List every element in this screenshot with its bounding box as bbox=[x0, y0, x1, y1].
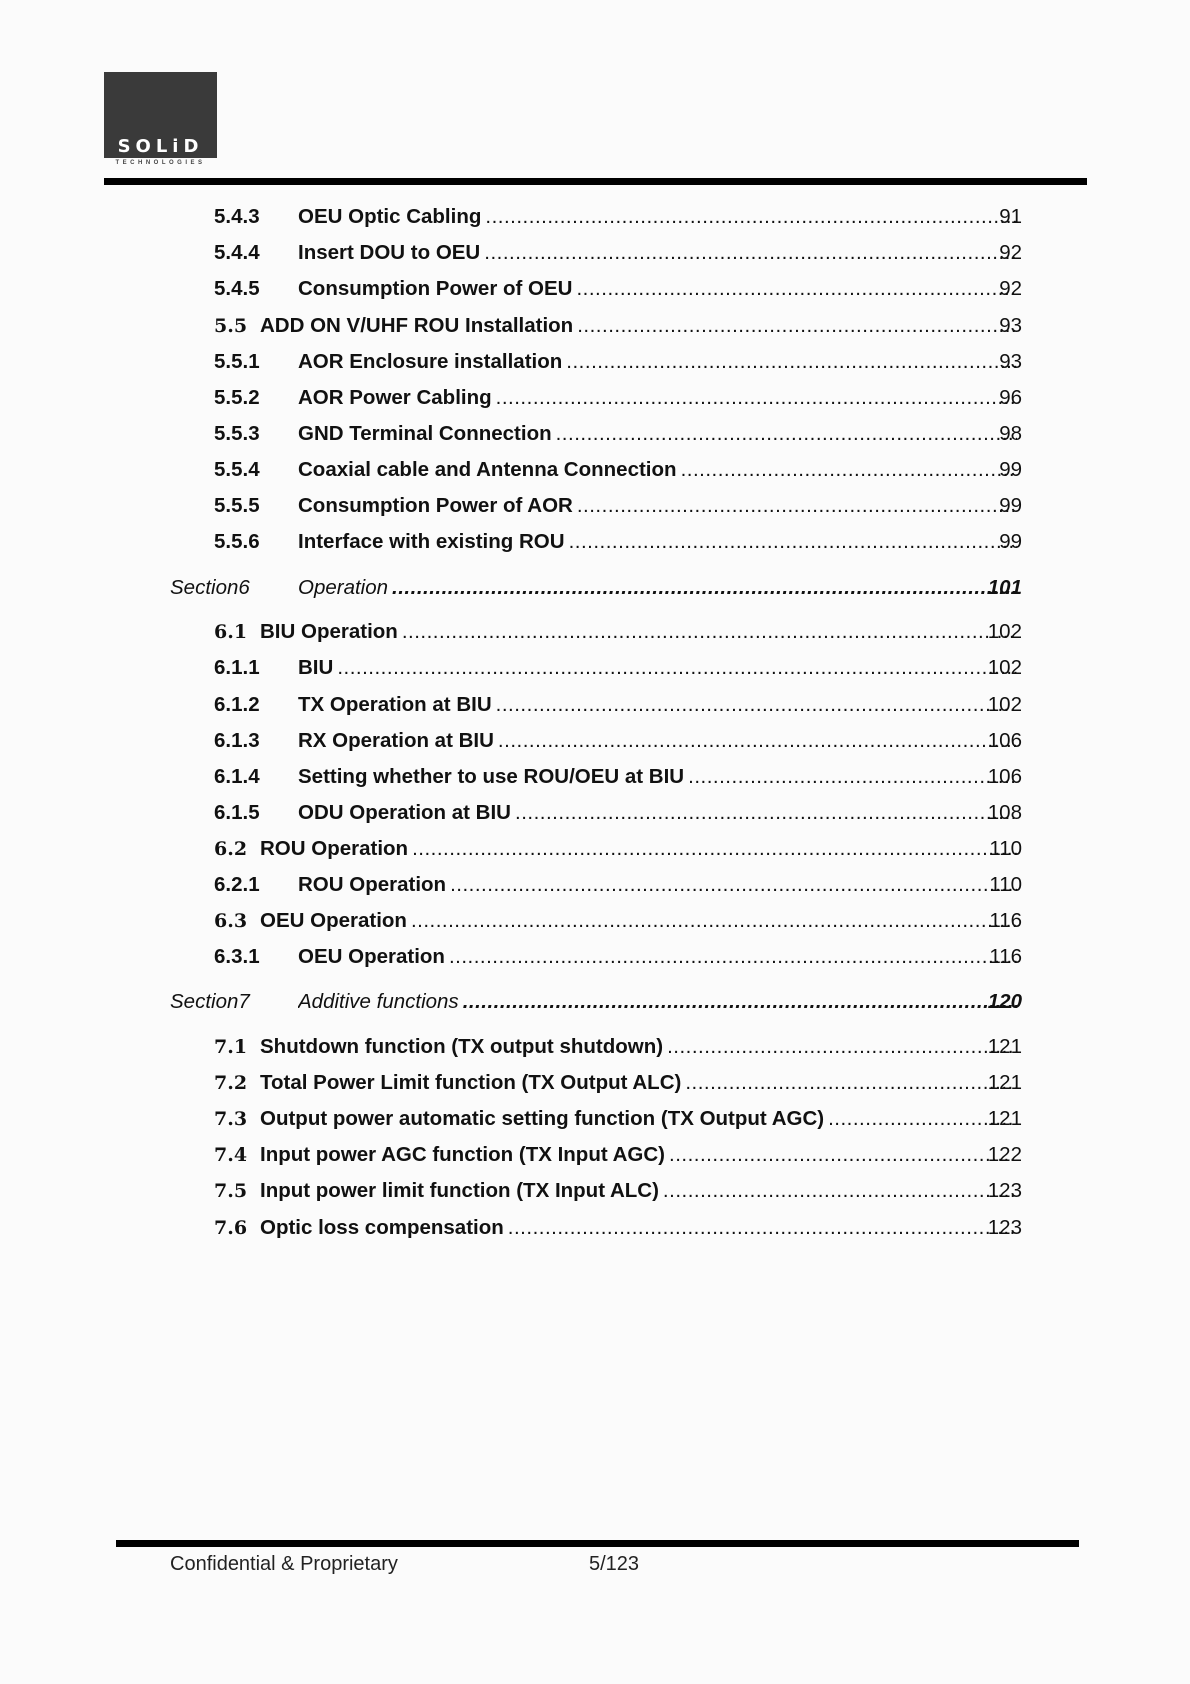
toc-entry[interactable] bbox=[0, 1140, 1190, 1170]
toc-entry-page: 121 bbox=[987, 1035, 1022, 1058]
toc-entry-title: Output power automatic setting function (TX Output AGC) bbox=[260, 1107, 825, 1130]
toc-entry-title: Interface with existing ROU bbox=[298, 530, 565, 553]
toc-entry[interactable] bbox=[0, 1176, 1190, 1206]
dot-leader bbox=[412, 837, 1017, 861]
toc-entry-page: 93 bbox=[999, 314, 1022, 337]
toc-entry-page: 102 bbox=[987, 693, 1022, 716]
toc-entry-page: 121 bbox=[987, 1107, 1022, 1130]
toc-entry-page: 116 bbox=[989, 909, 1022, 932]
toc-entry-number: 6.1.1 bbox=[214, 656, 260, 679]
toc-entry[interactable] bbox=[0, 1213, 1190, 1243]
toc-entry[interactable] bbox=[0, 274, 1190, 304]
toc-entry-page: 116 bbox=[989, 945, 1022, 968]
company-logo bbox=[104, 72, 217, 168]
toc-entry-page: 102 bbox=[987, 620, 1022, 643]
toc-entry-page: 120 bbox=[987, 990, 1022, 1013]
dot-leader bbox=[669, 1143, 1017, 1167]
dot-leader bbox=[484, 241, 1017, 265]
toc-entry-title: Operation bbox=[298, 576, 389, 599]
toc-entry-title: Input power AGC function (TX Input AGC) bbox=[260, 1143, 665, 1166]
footer-confidential: Confidential & Proprietary bbox=[170, 1553, 398, 1575]
toc-entry-page: 92 bbox=[999, 277, 1022, 300]
dot-leader bbox=[337, 656, 1017, 680]
toc-entry-page: 123 bbox=[987, 1179, 1022, 1202]
dot-leader bbox=[411, 909, 1017, 933]
toc-entry-title: AOR Power Cabling bbox=[298, 386, 492, 409]
dot-leader bbox=[449, 945, 1017, 969]
dot-leader bbox=[496, 386, 1017, 410]
toc-entry-page: 99 bbox=[999, 494, 1022, 517]
toc-entry-title: Optic loss compensation bbox=[260, 1216, 504, 1239]
toc-entry-page: 92 bbox=[999, 241, 1022, 264]
toc-entry-number: 5.5.5 bbox=[214, 494, 260, 517]
toc-entry-number: 6.3.1 bbox=[214, 945, 260, 968]
dot-leader bbox=[688, 765, 1017, 789]
toc-entry-number: 6.1.3 bbox=[214, 729, 260, 752]
toc-entry-title: Additive functions bbox=[298, 990, 459, 1013]
toc-entry[interactable] bbox=[0, 617, 1190, 647]
toc-entry-page: 121 bbox=[987, 1071, 1022, 1094]
toc-entry-number: 5.5.6 bbox=[214, 530, 260, 553]
footer-rule bbox=[116, 1540, 1079, 1547]
toc-entry[interactable] bbox=[0, 347, 1190, 377]
toc-entry-number: 5.5.1 bbox=[214, 350, 260, 373]
toc-entry-number: 7.4 bbox=[214, 1144, 248, 1166]
toc-entry[interactable] bbox=[0, 726, 1190, 756]
footer-page-number: 5/123 bbox=[589, 1553, 640, 1575]
header-rule bbox=[104, 178, 1087, 185]
dot-leader bbox=[566, 350, 1017, 374]
toc-entry-title: AOR Enclosure installation bbox=[298, 350, 563, 373]
dot-leader bbox=[496, 693, 1017, 717]
dot-leader bbox=[556, 422, 1017, 446]
toc-entry-page: 110 bbox=[989, 873, 1022, 896]
toc-entry-title: Total Power Limit function (TX Output ALC) bbox=[260, 1071, 682, 1094]
toc-entry-title: Consumption Power of AOR bbox=[298, 494, 573, 517]
toc-entry[interactable] bbox=[0, 987, 1190, 1017]
toc-entry-title: Setting whether to use ROU/OEU at BIU bbox=[298, 765, 685, 788]
toc-entry[interactable] bbox=[0, 906, 1190, 936]
toc-entry-number: 7.6 bbox=[214, 1217, 248, 1239]
logo-wordmark: SOLiD bbox=[104, 136, 217, 158]
toc-entry-number: 7.3 bbox=[214, 1108, 248, 1130]
toc-entry-title: ROU Operation bbox=[298, 873, 447, 896]
toc-entry-number: 5.5.4 bbox=[214, 458, 260, 481]
toc-entry-number: 5.4.5 bbox=[214, 277, 260, 300]
logo-tagline: TECHNOLOGIES bbox=[115, 160, 206, 166]
dot-leader bbox=[569, 530, 1017, 554]
toc-entry-number: 6.1 bbox=[214, 621, 248, 643]
logo-mark bbox=[104, 72, 217, 136]
toc-entry[interactable] bbox=[0, 573, 1190, 603]
dot-leader bbox=[450, 873, 1017, 897]
toc-entry[interactable] bbox=[0, 1104, 1190, 1134]
toc-entry[interactable] bbox=[0, 491, 1190, 521]
toc-entry[interactable] bbox=[0, 311, 1190, 341]
toc-entry-title: ADD ON V/UHF ROU Installation bbox=[260, 314, 574, 337]
dot-leader bbox=[402, 620, 1017, 644]
toc-entry-number: 6.1.5 bbox=[214, 801, 260, 824]
toc-entry-number: 5.5 bbox=[214, 315, 248, 337]
toc-entry-number: 7.5 bbox=[214, 1180, 248, 1202]
toc-entry-page: 110 bbox=[989, 837, 1022, 860]
toc-entry-number: 6.3 bbox=[214, 910, 248, 932]
toc-entry-title: OEU Operation bbox=[298, 945, 445, 968]
dot-leader bbox=[515, 801, 1017, 825]
toc-entry-page: 99 bbox=[999, 530, 1022, 553]
toc-entry-number: 5.4.3 bbox=[214, 205, 260, 228]
dot-leader bbox=[498, 729, 1017, 753]
toc-entry[interactable] bbox=[0, 762, 1190, 792]
toc-entry-number: 6.1.2 bbox=[214, 693, 260, 716]
toc-entry-page: 108 bbox=[987, 801, 1022, 824]
toc-entry-title: Consumption Power of OEU bbox=[298, 277, 573, 300]
dot-leader bbox=[577, 494, 1017, 518]
toc-entry[interactable] bbox=[0, 942, 1190, 972]
toc-entry-title: Insert DOU to OEU bbox=[298, 241, 481, 264]
toc-entry-number: 7.1 bbox=[214, 1036, 248, 1058]
dot-leader bbox=[577, 314, 1017, 338]
toc-entry-page: 106 bbox=[987, 729, 1022, 752]
toc-entry-page: 99 bbox=[999, 458, 1022, 481]
toc-entry[interactable] bbox=[0, 419, 1190, 449]
toc-entry-title: BIU Operation bbox=[260, 620, 398, 643]
toc-entry-page: 91 bbox=[999, 205, 1022, 228]
dot-leader bbox=[663, 1179, 1017, 1203]
toc-entry-number: 6.1.4 bbox=[214, 765, 260, 788]
toc-entry[interactable] bbox=[0, 202, 1190, 232]
toc-entry[interactable] bbox=[0, 798, 1190, 828]
dot-leader bbox=[685, 1071, 1017, 1095]
toc-entry-page: 123 bbox=[987, 1216, 1022, 1239]
toc-entry[interactable] bbox=[0, 383, 1190, 413]
toc-entry-number: Section6 bbox=[170, 576, 250, 599]
toc-entry-number: Section7 bbox=[170, 990, 250, 1013]
toc-entry-title: ROU Operation bbox=[260, 837, 409, 860]
toc-entry-number: 6.2 bbox=[214, 838, 248, 860]
toc-entry[interactable] bbox=[0, 527, 1190, 557]
toc-entry-title: BIU bbox=[298, 656, 334, 679]
dot-leader bbox=[463, 990, 1017, 1014]
dot-leader bbox=[392, 576, 1017, 600]
toc-entry-title: OEU Optic Cabling bbox=[298, 205, 482, 228]
toc-entry-title: ODU Operation at BIU bbox=[298, 801, 511, 824]
toc-entry-title: Coaxial cable and Antenna Connection bbox=[298, 458, 677, 481]
toc-entry-page: 96 bbox=[999, 386, 1022, 409]
toc-entry-title: OEU Operation bbox=[260, 909, 407, 932]
dot-leader bbox=[667, 1035, 1017, 1059]
toc-entry-number: 5.5.3 bbox=[214, 422, 260, 445]
toc-entry-number: 5.4.4 bbox=[214, 241, 260, 264]
toc-entry-page: 122 bbox=[987, 1143, 1022, 1166]
toc-entry-title: GND Terminal Connection bbox=[298, 422, 552, 445]
toc-entry[interactable] bbox=[0, 455, 1190, 485]
toc-entry-page: 102 bbox=[987, 656, 1022, 679]
toc-entry-page: 106 bbox=[987, 765, 1022, 788]
dot-leader bbox=[576, 277, 1017, 301]
toc-entry-page: 93 bbox=[999, 350, 1022, 373]
toc-entry-title: Shutdown function (TX output shutdown) bbox=[260, 1035, 664, 1058]
toc-entry[interactable] bbox=[0, 870, 1190, 900]
toc-entry-title: TX Operation at BIU bbox=[298, 693, 492, 716]
toc-entry-number: 6.2.1 bbox=[214, 873, 260, 896]
toc-entry-page: 101 bbox=[987, 576, 1022, 599]
toc-entry-title: Input power limit function (TX Input ALC) bbox=[260, 1179, 659, 1202]
toc-entry[interactable] bbox=[0, 1032, 1190, 1062]
dot-leader bbox=[508, 1216, 1017, 1240]
toc-entry[interactable] bbox=[0, 1068, 1190, 1098]
dot-leader bbox=[681, 458, 1017, 482]
toc-entry[interactable] bbox=[0, 690, 1190, 720]
toc-entry-title: RX Operation at BIU bbox=[298, 729, 494, 752]
toc-entry-number: 7.2 bbox=[214, 1072, 248, 1094]
toc-entry-number: 5.5.2 bbox=[214, 386, 260, 409]
toc-entry[interactable] bbox=[0, 653, 1190, 683]
toc-entry[interactable] bbox=[0, 834, 1190, 864]
toc-entry-page: 98 bbox=[999, 422, 1022, 445]
toc-entry[interactable] bbox=[0, 238, 1190, 268]
dot-leader bbox=[485, 205, 1017, 229]
